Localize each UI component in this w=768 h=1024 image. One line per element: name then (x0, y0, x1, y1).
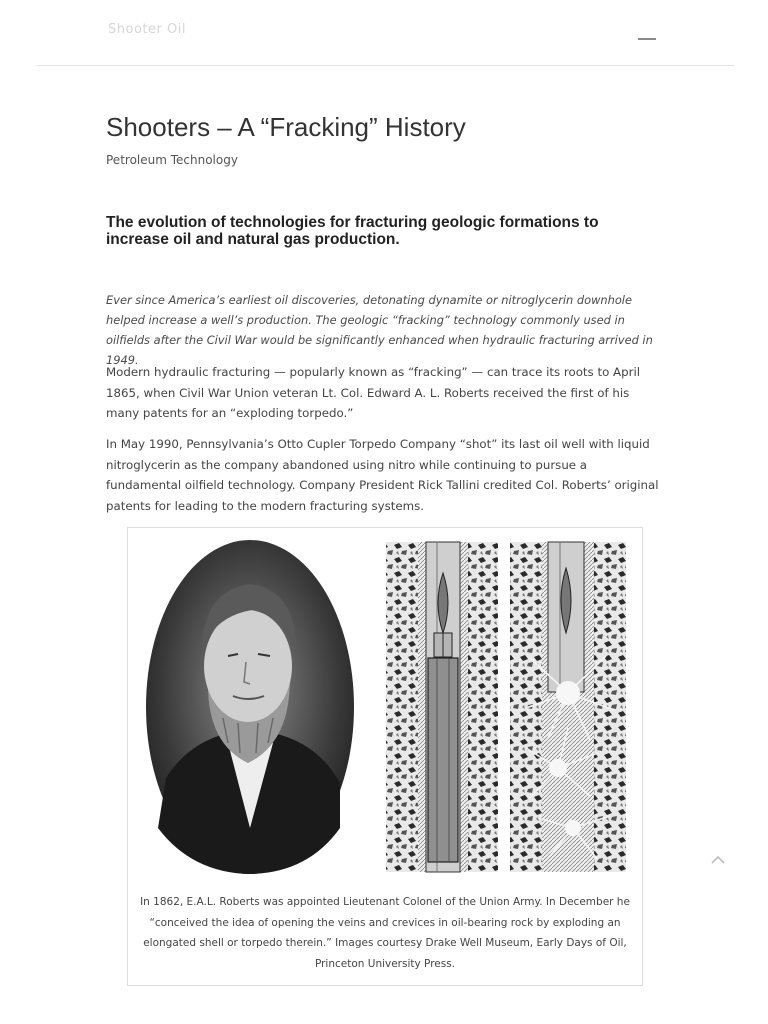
scroll-to-top-button[interactable] (708, 852, 728, 868)
figure-images (128, 528, 644, 888)
figure-caption: In 1862, E.A.L. Roberts was appointed Lieutenant Colonel of the Union Army. In December he “conceived the idea of opening the veins and crevices in oil-bearing rock by exploding an elongated shell or torpedo therein.” Images courtesy Drake Well Museum, Early Days of Oil, Princeton University Press. (140, 896, 630, 970)
hamburger-icon (638, 38, 656, 40)
portrait-image (146, 540, 354, 874)
header-divider (37, 65, 734, 66)
site-logo[interactable]: Shooter Oil (108, 22, 186, 37)
site-header (0, 0, 768, 66)
article-figure (127, 527, 643, 986)
post-intro: Ever since America’s earliest oil discoveries, detonating dynamite or nitroglycerin downhole helped increase a well’s production. The geologic “fracking” technology commonly used in oilfields after the Civil War would be significantly enhanced when hydraulic fracturing arrived in 1949. (106, 293, 653, 367)
post-subtitle: The evolution of technologies for fracturing geologic formations to increase oil and natural gas production. (106, 214, 599, 248)
paragraph: In May 1990, Pennsylvania’s Otto Cupler Torpedo Company “shot” its last oil well with liquid nitroglycerin as the company abandoned using nitro while continuing to pursue a fundamental oilfield technology. Company President Rick Tallini credited Col. Roberts’ original patents for leading to the modern fracturing systems. (106, 437, 659, 513)
chevron-up-icon (708, 852, 728, 868)
torpedo-explosion-illustration (510, 542, 626, 872)
paragraph: Modern hydraulic fracturing — popularly known as “fracking” — can trace its roots to April 1865, when Civil War Union veteran Lt. Col. Edward A. L. Roberts received the first of his many patents for an “exploding torpedo.” (106, 365, 641, 420)
post-category-link[interactable]: Petroleum Technology (106, 153, 238, 167)
torpedo-illustration-left (386, 542, 498, 872)
page-title: Shooters – A “Fracking” History (106, 112, 466, 142)
menu-toggle-button[interactable] (636, 30, 658, 44)
